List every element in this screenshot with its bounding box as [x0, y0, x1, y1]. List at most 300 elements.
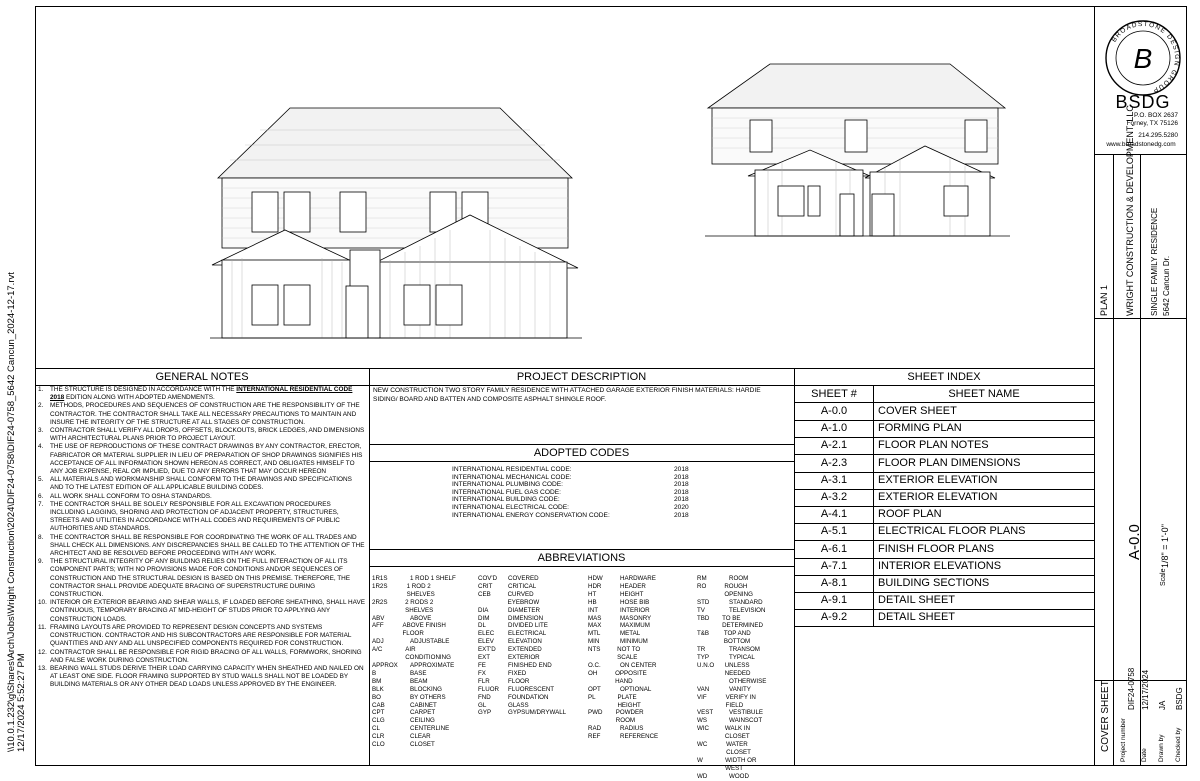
sheet-number-cell: A-1.0 — [820, 422, 848, 435]
abbreviation-row — [372, 662, 456, 670]
sheet-name-cell: BUILDING SECTIONS — [878, 577, 990, 589]
abbreviation-meaning: METAL — [620, 630, 641, 638]
adopted-code-label: INTERNATIONAL ENERGY CONSERVATION CODE: — [452, 511, 610, 519]
abbreviation-row — [697, 583, 770, 599]
date-value: 12/17/2024 — [1141, 669, 1150, 710]
abbreviation-row — [697, 757, 770, 773]
abbreviation-meaning: BLOCKING — [410, 685, 442, 693]
general-note-number: 2. — [38, 402, 44, 410]
rear-elevation-drawing — [700, 58, 1015, 248]
abbreviation-key: EXT — [478, 654, 491, 662]
sheet-index-divider — [794, 626, 1094, 627]
abbreviation-key — [697, 678, 729, 686]
abbreviation-row — [588, 575, 658, 583]
abbreviation-meaning: POWDER ROOM — [615, 709, 644, 725]
abbreviation-row — [697, 773, 770, 781]
abbreviation-row — [478, 575, 566, 583]
abbreviation-row — [478, 622, 566, 630]
abbreviation-meaning: ELECTRICAL — [508, 630, 547, 638]
abbreviation-key: MIN — [588, 638, 600, 646]
adopted-code-year: 2018 — [674, 466, 689, 473]
firm-po-box: P.O. BOX 2637 — [1134, 112, 1178, 119]
abbreviation-meaning: OPPOSITE HAND — [615, 669, 647, 685]
abbreviation-meaning: GLASS — [508, 701, 529, 709]
abbreviation-meaning: ELEVATION — [508, 638, 542, 646]
abbreviation-key: CEB — [478, 590, 491, 598]
abbreviation-row — [478, 646, 566, 654]
sheet-name-cell: DETAIL SHEET — [878, 611, 956, 624]
sheet-number-cell: A-0.0 — [820, 405, 848, 417]
general-note-text: ALL MATERIALS AND WORKMANSHIP SHALL CONFORM TO THE DRAWINGS AND SPECIFICATIONS AND TO THE LATEST EDITION OF ALL APPLICABLE BUILDING CODES. — [50, 476, 352, 492]
abbreviation-row — [478, 686, 566, 694]
abbreviation-row — [478, 607, 566, 615]
sheet-index-row — [795, 541, 1093, 558]
abbreviation-column — [588, 575, 658, 741]
adopted-code-row — [452, 504, 689, 512]
abbreviation-row — [372, 638, 456, 646]
abbreviation-row — [588, 615, 658, 623]
abbreviation-row — [588, 670, 658, 686]
abbreviation-row — [372, 725, 456, 733]
abbreviation-key: FND — [478, 693, 491, 701]
adopted-codes-title: ADOPTED CODES — [533, 447, 630, 459]
sheet-number-cell: A-9.1 — [820, 594, 848, 607]
abbreviation-row — [697, 662, 770, 678]
abbreviation-meaning: PLATE HEIGHT — [617, 693, 641, 709]
abbreviation-meaning: DIMENSION — [508, 614, 544, 622]
general-note-item — [38, 493, 366, 501]
abbreviation-key: VAN — [697, 685, 710, 693]
abbreviation-column — [697, 575, 770, 781]
abbreviation-meaning: VANITY — [729, 685, 751, 693]
abbreviation-meaning: ADJUSTABLE — [410, 638, 450, 646]
abbreviation-key: RM — [697, 575, 707, 582]
general-note-text: THE CONTRACTOR SHALL BE SOLELY RESPONSIBLE FOR ALL EXCAVATION PROCEDURES INCLUDING LAGGING, SHORING AND PROTECTION OF ADJACENT PROPERTY, STRUCTURES, STREETS AND UTILITIES IN ACCORDANCE WITH ALL CODES AND REQUIREMENTS OF PUBLIC AUTHORITIES AND STANDARDS. — [50, 500, 340, 533]
general-note-number: 11. — [38, 623, 47, 631]
abbreviation-row — [588, 694, 658, 710]
adopted-code-year: 2020 — [674, 503, 689, 511]
abbreviation-meaning: TYPICAL — [729, 654, 755, 662]
general-note-item — [38, 501, 366, 534]
abbreviation-meaning: DIAMETER — [508, 606, 540, 614]
abbreviation-meaning: ABOVE — [410, 614, 432, 622]
general-note-item — [38, 443, 366, 476]
abbreviation-column — [478, 575, 566, 717]
abbreviation-meaning: BY OTHERS — [410, 693, 446, 701]
sheet-index-row — [795, 575, 1093, 592]
abbreviation-key: ELEV — [478, 638, 494, 646]
sheet-name-cell: DETAIL SHEET — [878, 594, 956, 607]
abbreviation-key: TBD — [697, 614, 710, 622]
svg-text:BROADSTONE DESIGN GROUP: BROADSTONE DESIGN GROUP — [1110, 20, 1181, 94]
firm-city: Forney, TX 75126 — [1126, 120, 1178, 127]
abbreviation-key: TR — [697, 646, 706, 654]
abbreviation-key: WC — [697, 741, 708, 749]
adopted-code-row — [452, 474, 689, 482]
abbreviation-key: COV'D — [478, 575, 498, 582]
abbreviation-row — [588, 622, 658, 630]
abbreviation-row — [588, 725, 658, 733]
adopted-code-row — [452, 512, 689, 520]
abbreviation-row — [478, 678, 566, 686]
abbreviation-row — [588, 591, 658, 599]
adopted-codes-list — [452, 466, 689, 519]
abbreviation-meaning: FLOOR — [508, 677, 530, 685]
abbreviation-key: HDW — [588, 575, 603, 582]
general-note-text: FRAMING LAYOUTS ARE PROVIDED TO REPRESENT DESIGN CONCEPTS AND SYSTEMS CONSTRUCTION. CONTRACTOR AND HIS SUBCONTRACTORS ARE RESPONSIBLE FOR MATERIAL QUANTITIES AND ANY AND ALL UNSPECIFIED COMPONENTS REQUIRED FOR CONSTRUCTION. — [50, 623, 352, 648]
abbreviation-row — [478, 694, 566, 702]
abbreviation-meaning: ON CENTER — [620, 661, 657, 669]
abbreviation-meaning: OTHERWISE — [729, 677, 767, 685]
sheet-name-cell: FLOOR PLAN DIMENSIONS — [878, 456, 1021, 469]
abbreviation-key: DIA — [478, 606, 489, 614]
drawn-by-value: JA — [1158, 700, 1167, 710]
general-note-item — [38, 649, 366, 665]
abbreviation-key: MAS — [588, 614, 602, 622]
abbreviation-row — [697, 686, 770, 694]
sheet-name-cell: ELECTRICAL FLOOR PLANS — [878, 525, 1026, 538]
sheet-index-row — [795, 506, 1093, 523]
abbreviation-meaning: MASONRY — [620, 614, 652, 622]
general-note-item — [38, 386, 366, 402]
sheet-number-cell: A-3.2 — [820, 491, 848, 503]
abbreviation-key: TV — [697, 606, 705, 614]
abbreviation-meaning: CLOSET — [410, 741, 435, 749]
drawn-by-label: Drawn by — [1158, 734, 1165, 762]
scale-value: 1/8" = 1'-0" — [1160, 524, 1170, 568]
adopted-code-row — [452, 496, 689, 504]
sheet-index-row — [795, 609, 1093, 626]
adopted-code-year: 2018 — [674, 511, 689, 519]
abbreviation-meaning: 1 ROD 2 SHELVES — [406, 582, 435, 598]
general-note-number: 5. — [38, 476, 44, 484]
abbreviation-row — [588, 662, 658, 670]
sheet-index-row — [795, 523, 1093, 540]
abbreviation-key: GL — [478, 701, 487, 709]
abbreviation-key: HB — [588, 598, 597, 606]
abbreviation-key: FE — [478, 661, 486, 669]
abbreviation-key: 1R2S — [372, 582, 388, 590]
abbreviation-key: O.C. — [588, 661, 601, 669]
abbreviation-meaning: ROOM — [729, 575, 749, 582]
general-note-text: INTERIOR OR EXTERIOR BEARING AND SHEAR WALLS, IF LOADED BEFORE SHEATHING, SHALL HAVE CONTINUOUS, TEMPORARY BRACING AT MID-HEIGHT OF STUDS PRIOR TO APPLYING ANY CONSTRUCTION LOADS. — [50, 599, 365, 623]
adopted-code-row — [452, 466, 689, 474]
abbreviation-key: EXT'D — [478, 646, 496, 654]
general-note-text: THE STRUCTURAL INTEGRITY OF ANY BUILDING RELIES ON THE FULL INTERACTION OF ALL ITS COMPONENT PARTS; WITH NO PROVISIONS MADE FOR CONDITIONS AND/OR SEQUENCES OF CONSTRUCTION AND THE STRUCTURAL DESIGN IS BASED ON THIS PREMISE. THEREFORE, THE CONTRACTOR SHALL PROVIDE ADEQUATE BRACING OF SUPERSTRUCTURE DURING CONSTRUCTION. — [50, 558, 351, 599]
abbreviation-meaning: ABOVE FINISH FLOOR — [402, 622, 446, 638]
abbreviation-key: CLR — [372, 733, 385, 741]
project-type: SINGLE FAMILY RESIDENCE — [1150, 207, 1159, 316]
sheet-number-cell: A-6.1 — [820, 542, 848, 555]
abbreviation-row — [697, 694, 770, 710]
abbreviation-key: OPT — [588, 685, 601, 693]
sheet-index-title: SHEET INDEX — [907, 371, 981, 383]
abbreviation-row — [372, 599, 456, 615]
abbreviation-row — [478, 638, 566, 646]
abbreviation-row — [478, 709, 566, 717]
abbreviation-meaning: VESTIBULE — [729, 709, 764, 717]
abbreviation-meaning: CRITICAL — [508, 582, 537, 590]
sheet-index-col-name: SHEET NAME — [948, 388, 1020, 400]
adopted-code-row — [452, 489, 689, 497]
abbreviation-meaning: WIDTH OR WEST — [725, 756, 757, 772]
abbreviation-key: B — [372, 669, 377, 677]
abbreviation-key: CL — [372, 725, 380, 733]
abbreviation-row — [588, 638, 658, 646]
abbreviation-row — [372, 686, 456, 694]
abbreviation-meaning: EXTERIOR — [508, 654, 540, 662]
abbreviation-key: WD — [697, 772, 708, 780]
abbreviation-meaning: EXTENDED — [508, 646, 542, 654]
sheet-number-cell: A-8.1 — [820, 577, 848, 589]
abbreviation-meaning: 1 ROD 1 SHELF — [410, 575, 456, 582]
abbreviation-meaning: WALK IN CLOSET — [724, 725, 751, 741]
sheet-index-row — [795, 558, 1093, 575]
abbreviation-key: APPROX — [372, 661, 398, 669]
abbreviation-key: STD — [697, 598, 710, 606]
abbreviation-meaning: OPTIONAL — [620, 685, 652, 693]
abbreviation-row — [372, 646, 456, 662]
abbreviation-meaning: AIR CONDITIONING — [405, 646, 451, 662]
abbreviation-row — [372, 670, 456, 678]
abbreviation-meaning: INTERIOR — [620, 606, 650, 614]
abbreviation-meaning: CENTERLINE — [410, 725, 450, 733]
abbreviation-key: GYP — [478, 709, 492, 717]
general-note-text: CONTRACTOR SHALL VERIFY ALL DROPS, OFFSETS, BLOCKOUTS, BRICK LEDGES, AND DIMENSIONS WITH ARCHITECTURAL PLANS PRIOR TO PROJECT LAYOUT. — [50, 427, 365, 443]
abbreviations-title: ABBREVIATIONS — [537, 552, 626, 564]
abbreviation-key: DIM — [478, 614, 490, 622]
abbreviation-row — [372, 694, 456, 702]
project-number: DIF24-0758 — [1127, 667, 1136, 710]
abbreviation-meaning: FLUORESCENT — [508, 685, 555, 693]
general-note-number: 6. — [38, 492, 44, 500]
abbreviation-row — [697, 646, 770, 654]
abbreviation-row — [697, 717, 770, 725]
adopted-code-label: INTERNATIONAL BUILDING CODE: — [452, 496, 560, 504]
abbreviation-meaning: CABINET — [410, 701, 437, 709]
general-note-text: CONTRACTOR SHALL BE RESPONSIBLE FOR RIGID BRACING OF ALL WALLS, FORMWORK, SHORING AND FALSE WORK DURING CONSTRUCTION. — [50, 648, 362, 664]
abbreviation-meaning: BEAM — [410, 677, 428, 685]
abbreviation-key: TYP — [697, 654, 710, 662]
svg-text:B: B — [1133, 43, 1153, 74]
general-note-text: THE USE OF REPRODUCTIONS OF THESE CONTRACT DRAWINGS BY ANY CONTRACTOR, ERECTOR, FABRICATOR OR MATERIAL SUPPLIER IN LIEU OF PREPARATION OF SHOP DRAWINGS SIGNIFIES HIS ACCEPTANCE OF ALL INFORMATION SHOWN HEREON AS CORRECT, AND OBLIGATES HIMSELF TO ANY JOB EXPENSE, REAL OR IMPLIED, DUE TO ANY ERRORS THAT MAY OCCUR HEREON — [50, 443, 363, 476]
abbreviation-key: INT — [588, 606, 598, 614]
sheet-index-row — [795, 472, 1093, 489]
project-description-title: PROJECT DESCRIPTION — [516, 371, 647, 383]
firm-abbr: BSDG — [1115, 92, 1171, 112]
firm-website-link[interactable]: www.broadstonedg.com — [1106, 141, 1176, 148]
sheet-name-cell: EXTERIOR ELEVATION — [878, 491, 998, 503]
checked-by-label: Checked by — [1175, 727, 1182, 762]
abbreviation-meaning: CLEAR — [410, 733, 431, 741]
date-label: Date — [1141, 748, 1148, 762]
general-notes-list — [38, 386, 366, 690]
project-address: 5642 Cancun Dr. — [1162, 255, 1171, 316]
abbreviation-row — [372, 741, 456, 749]
abbreviation-meaning: HOSE BIB — [620, 598, 650, 606]
firm-seal-logo — [1103, 18, 1183, 98]
abbreviation-key: RAD — [588, 725, 602, 733]
abbreviation-meaning: WOOD — [729, 772, 749, 780]
abbreviation-key: MAX — [588, 622, 602, 630]
sheet-title: COVER SHEET — [1100, 680, 1111, 752]
adopted-code-label: INTERNATIONAL PLUMBING CODE: — [452, 481, 564, 489]
abbreviation-meaning: TRANSOM — [729, 646, 760, 654]
abbreviation-row — [697, 741, 770, 757]
abbreviation-meaning: CURVED EYEBROW — [507, 590, 540, 606]
abbreviation-row — [478, 670, 566, 678]
front-elevation-drawing — [200, 100, 590, 358]
adopted-code-label: INTERNATIONAL RESIDENTIAL CODE: — [452, 466, 572, 473]
abbreviation-column — [372, 575, 456, 749]
abbreviation-row — [372, 583, 456, 599]
abbreviation-row — [478, 702, 566, 710]
adopted-code-label: INTERNATIONAL ELECTRICAL CODE: — [452, 503, 569, 511]
general-note-number: 12. — [38, 648, 47, 656]
abbreviation-row — [697, 599, 770, 607]
abbreviation-key: BLK — [372, 685, 384, 693]
abbreviation-row — [372, 702, 456, 710]
adopted-code-year: 2018 — [674, 473, 689, 481]
abbreviation-key: FLUOR — [478, 685, 499, 693]
abbreviation-meaning: HEIGHT — [620, 590, 644, 598]
adopted-code-year: 2018 — [674, 488, 689, 496]
abbreviation-key: A/C — [372, 646, 383, 654]
abbreviation-key: MTL — [588, 630, 601, 638]
abbreviation-meaning: MINIMUM — [620, 638, 648, 646]
abbreviation-key: CPT — [372, 709, 385, 717]
abbreviation-key: WIC — [697, 725, 710, 733]
abbreviation-key: VEST — [697, 709, 714, 717]
sheet-index-row — [795, 403, 1093, 420]
abbreviation-meaning: VERIFY IN FIELD — [725, 693, 756, 709]
abbreviation-meaning: RADIUS — [620, 725, 644, 733]
abbreviation-meaning: 2 RODS 2 SHELVES — [405, 598, 434, 614]
sheet-index-row — [795, 455, 1093, 472]
abbreviation-row — [588, 733, 658, 741]
adopted-code-year: 2018 — [674, 481, 689, 489]
abbreviation-row — [372, 717, 456, 725]
sheet-number-cell: A-4.1 — [820, 508, 848, 521]
general-note-text: METHODS, PROCEDURES AND SEQUENCES OF CONSTRUCTION ARE THE RESPONSIBILITY OF THE CONTRACTOR. THE CONTRACTOR SHALL TAKE ALL NECESSARY PRECAUTIONS TO MAINTAIN AND INSURE THE INTEGRITY OF THE STRUCTURE AT ALL STAGES OF CONSTRUCTION. — [50, 402, 360, 426]
abbreviation-meaning: REFERENCE — [620, 733, 659, 741]
sheet-number-cell: A-9.2 — [820, 611, 848, 624]
abbreviation-meaning: STANDARD — [729, 598, 763, 606]
abbreviation-meaning: HEADER — [620, 582, 646, 590]
abbreviation-row — [478, 615, 566, 623]
abbreviation-row — [588, 630, 658, 638]
abbreviation-key: ELEC — [478, 630, 495, 638]
abbreviation-row — [697, 575, 770, 583]
abbreviation-meaning: FINISHED END — [508, 661, 552, 669]
sheet-index-row — [795, 437, 1093, 454]
abbreviation-meaning: BASE — [410, 669, 427, 677]
general-note-text: BEARING WALL STUDS DERIVE THEIR LOAD CARRYING CAPACITY WHEN SHEATHED AND NAILED ON AT LEAST ONE SIDE. FLOOR FRAMING SUPPORTED BY STUD WALLS SHALL NOT BE LOADED BY BUILDING MATERIALS OR ANY OTHER DEAD LOADS UNLESS APPROVED BY THE ENGINEER. — [50, 664, 364, 689]
abbreviation-meaning: NOT TO SCALE — [617, 646, 641, 662]
general-note-number: 10. — [38, 599, 47, 607]
client-name: WRIGHT CONSTRUCTION & DEVELOPMENT, LLC — [1125, 105, 1135, 316]
abbreviation-key: PWD — [588, 709, 603, 717]
abbreviation-key: PL — [588, 693, 596, 701]
abbreviation-key: BO — [372, 693, 381, 701]
abbreviation-key: VIF — [697, 693, 707, 701]
general-note-text: ALL WORK SHALL CONFORM TO OSHA STANDARDS. — [50, 492, 212, 500]
abbreviation-row — [697, 654, 770, 662]
abbreviation-row — [588, 709, 658, 725]
sheet-index-row — [795, 420, 1093, 437]
abbreviation-meaning: GYPSUM/DRYWALL — [508, 709, 567, 717]
abbreviation-row — [372, 575, 456, 583]
abbreviation-row — [588, 607, 658, 615]
general-note-text: THE STRUCTURE IS DESIGNED IN ACCORDANCE WITH THE INTERNATIONAL RESIDENTIAL CODE 2018 EDITION ALONG WITH ADOPTED AMENDMENTS. — [50, 386, 353, 402]
abbreviation-key: DL — [478, 622, 486, 630]
general-note-item — [38, 599, 366, 624]
general-note-item — [38, 402, 366, 427]
sheet-number: A-0.0 — [1126, 524, 1143, 560]
abbreviation-meaning: FIXED — [508, 669, 527, 677]
abbreviation-row — [697, 630, 770, 646]
abbreviation-meaning: TELEVISION — [729, 606, 766, 614]
abbreviation-key: RO — [697, 582, 707, 590]
abbreviation-meaning: FOUNDATION — [508, 693, 549, 701]
abbreviation-row — [478, 654, 566, 662]
abbreviation-key: CLG — [372, 717, 385, 725]
abbreviation-meaning: MAXIMUM — [620, 622, 650, 630]
sheet-index-row — [795, 592, 1093, 609]
abbreviation-meaning: CARPET — [410, 709, 436, 717]
abbreviation-key: NTS — [588, 646, 601, 654]
abbreviation-key: T&B — [697, 630, 710, 638]
abbreviation-row — [697, 709, 770, 717]
abbreviation-key: W — [697, 756, 703, 764]
abbreviation-row — [372, 622, 456, 638]
abbreviation-row — [372, 615, 456, 623]
general-note-number: 4. — [38, 443, 44, 451]
abbreviation-meaning: DIVIDED LITE — [508, 622, 548, 630]
abbreviation-key: WS — [697, 717, 707, 725]
abbreviation-row — [697, 607, 770, 615]
scale-label: Scale — [1160, 568, 1167, 586]
abbreviation-key: ABV — [372, 614, 385, 622]
print-date-value: 12/17/2024 5:52:27 PM — [16, 653, 27, 752]
plan-label: PLAN 1 — [1099, 284, 1109, 316]
general-note-item — [38, 624, 366, 649]
adopted-code-label: INTERNATIONAL FUEL GAS CODE: — [452, 488, 561, 496]
abbreviation-row — [372, 733, 456, 741]
sheet-name-cell: FLOOR PLAN NOTES — [878, 439, 989, 452]
sheet-name-cell: EXTERIOR ELEVATION — [878, 473, 998, 486]
abbreviation-row — [588, 646, 658, 662]
abbreviation-row — [697, 725, 770, 741]
checked-by-value: BSDG — [1175, 687, 1184, 710]
sheet-name-cell: INTERIOR ELEVATIONS — [878, 559, 1002, 572]
abbreviation-meaning: HARDWARE — [620, 575, 656, 582]
general-note-number: 3. — [38, 427, 44, 435]
general-note-number: 7. — [38, 500, 44, 508]
abbreviation-row — [478, 662, 566, 670]
abbreviation-meaning: COVERED — [508, 575, 539, 582]
general-note-number: 1. — [38, 386, 44, 393]
abbreviation-key: OH — [588, 669, 598, 677]
sheet-number-cell: A-2.3 — [820, 456, 848, 469]
general-note-item — [38, 665, 366, 690]
abbreviation-key: AFF — [372, 622, 384, 630]
abbreviation-meaning: APPROXIMATE — [410, 661, 455, 669]
general-note-item — [38, 558, 366, 599]
abbreviation-meaning: ROUGH OPENING — [724, 582, 753, 598]
abbreviation-key: HT — [588, 590, 597, 598]
abbreviation-key: FX — [478, 669, 486, 677]
